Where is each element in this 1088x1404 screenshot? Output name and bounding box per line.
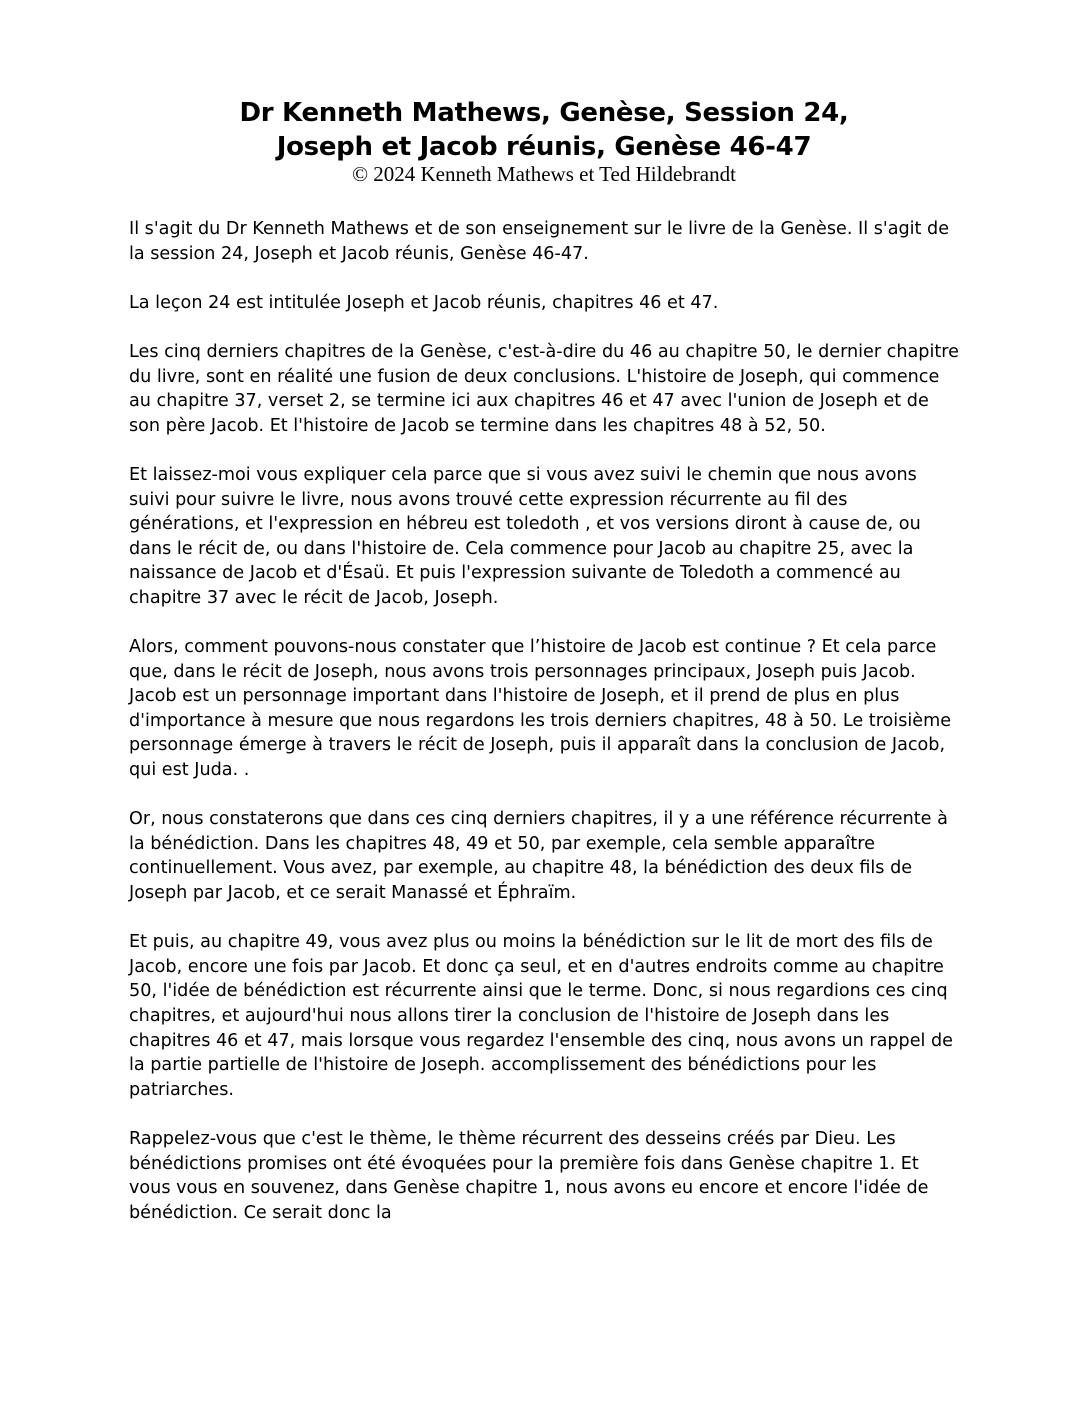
- document-body: [129, 217, 959, 1250]
- document-header: [0, 96, 1088, 184]
- paragraph-2: La leçon 24 est intitulée Joseph et Jacob réunis, chapitres 46 et 47.: [129, 292, 719, 313]
- title-line-2: Joseph et Jacob réunis, Genèse 46-47: [276, 132, 812, 162]
- paragraph-4: Et laissez-moi vous expliquer cela parce que si vous avez suivi le chemin que nous avons suivi pour suivre le livre, nous avons trouvé cette expression récurrente au fil des générations, et l'expression en hébreu est toledoth , et vos versions diront à cause de, ou dans le récit de, ou dans l'histoire de. Cela commence pour Jacob au chapitre 25, avec la naissance de Jacob et d'Ésaü. Et puis l'expression suivante de Toledoth a commencé au chapitre 37 avec le récit de Jacob, Joseph.: [129, 464, 921, 608]
- paragraph-8: Rappelez-vous que c'est le thème, le thème récurrent des desseins créés par Dieu. Les bénédictions promises ont été évoquées pour la première fois dans Genèse chapitre 1. Et vous vous en souvenez, dans Genèse chapitre 1, nous avons eu encore et encore l'idée de bénédiction. Ce serait donc la: [129, 1128, 929, 1223]
- title-line-1: Dr Kenneth Mathews, Genèse, Session 24,: [239, 98, 849, 128]
- paragraph-6: Or, nous constaterons que dans ces cinq derniers chapitres, il y a une référence récurrente à la bénédiction. Dans les chapitres 48, 49 et 50, par exemple, cela semble apparaître continuellement. Vous avez, par exemple, au chapitre 48, la bénédiction des deux fils de Joseph par Jacob, et ce serait Manassé et Éphraïm.: [129, 809, 948, 904]
- copyright-notice: © 2024 Kenneth Mathews et Ted Hildebrandt: [352, 162, 736, 186]
- paragraph-7: Et puis, au chapitre 49, vous avez plus ou moins la bénédiction sur le lit de mort des fils de Jacob, encore une fois par Jacob. Et donc ça seul, et en d'autres endroits comme au chapitre 50, l'idée de bénédiction est récurrente ainsi que le terme. Donc, si nous regardions ces cinq chapitres, et aujourd'hui nous allons tirer la conclusion de l'histoire de Joseph dans les chapitres 46 et 47, mais lorsque vous regardez l'ensemble des cinq, nous avons un rappel de la partie partielle de l'histoire de Joseph. accomplissement des bénédictions pour les patriarches.: [129, 932, 954, 1100]
- paragraph-1: Il s'agit du Dr Kenneth Mathews et de son enseignement sur le livre de la Genèse. Il s'agit de la session 24, Joseph et Jacob réunis, Genèse 46-47.: [129, 219, 950, 264]
- paragraph-3: Les cinq derniers chapitres de la Genèse, c'est-à-dire du 46 au chapitre 50, le dernier chapitre du livre, sont en réalité une fusion de deux conclusions. L'histoire de Joseph, qui commence au chapitre 37, verset 2, se termine ici aux chapitres 46 et 47 avec l'union de Joseph et de son père Jacob. Et l'histoire de Jacob se termine dans les chapitres 48 à 52, 50.: [129, 341, 959, 436]
- paragraph-5: Alors, comment pouvons-nous constater que l’histoire de Jacob est continue ? Et cela parce que, dans le récit de Joseph, nous avons trois personnages principaux, Joseph puis Jacob. Jacob est un personnage important dans l'histoire de Joseph, et il prend de plus en plus d'importance à mesure que nous regardons les trois derniers chapitres, 48 à 50. Le troisième personnage émerge à travers le récit de Joseph, puis il apparaît dans la conclusion de Jacob, qui est Juda. .: [129, 637, 952, 781]
